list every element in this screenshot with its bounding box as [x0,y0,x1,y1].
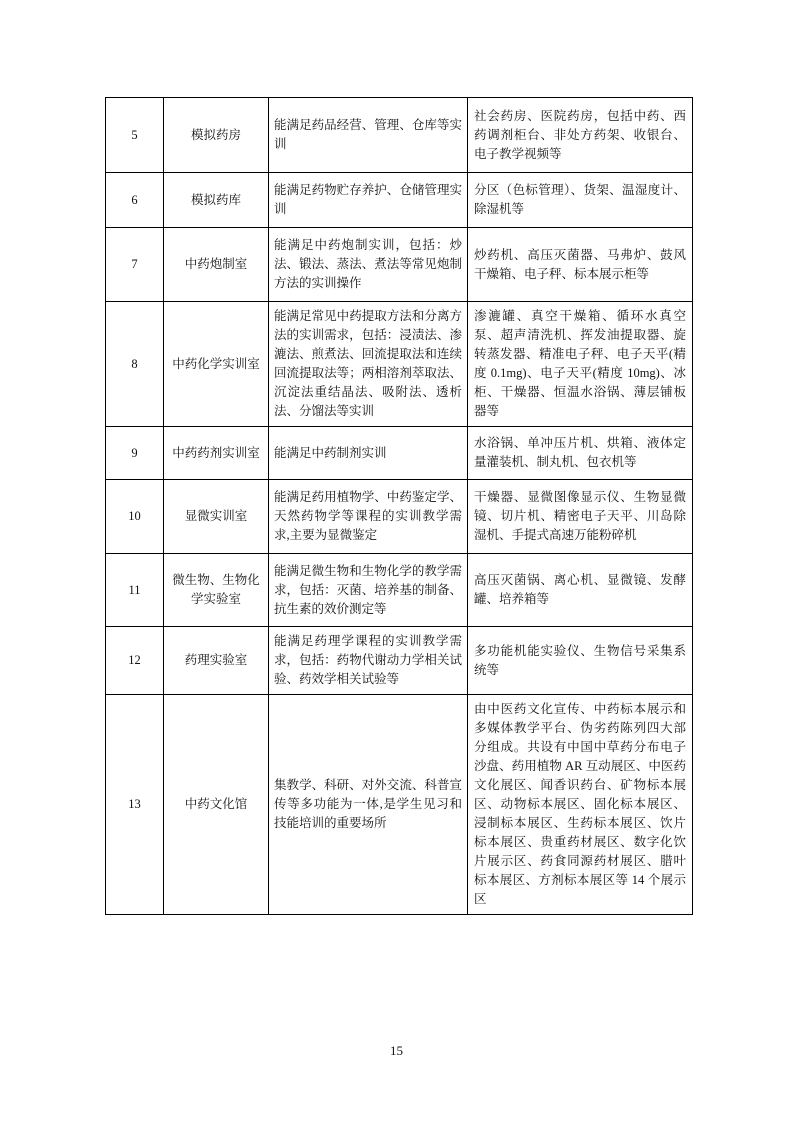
equipment-cell: 水浴锅、单冲压片机、烘箱、液体定量灌装机、制丸机、包衣机等 [468,427,693,480]
equipment-cell: 渗漉罐、真空干燥箱、循环水真空泵、超声清洗机、挥发油提取器、旋转蒸发器、精准电子秤、电子天平(精度 0.1mg)、电子天平(精度 10mg)、冰柜、干燥器、恒温水浴锅、薄层铺板器等 [468,302,693,427]
requirement-cell: 能满足药用植物学、中药鉴定学、天然药物学等课程的实训教学需求,主要为显微鉴定 [269,480,468,554]
requirement-cell: 能满足微生物和生物化学的教学需求，包括：灭菌、培养基的制备、抗生素的效价测定等 [269,554,468,627]
table-row [106,173,693,228]
equipment-cell: 分区（色标管理）、货架、温湿度计、除湿机等 [468,173,693,228]
row-number-cell: 5 [106,98,164,173]
room-name-cell: 显微实训室 [164,480,269,554]
room-name-cell: 中药文化馆 [164,695,269,915]
requirement-cell: 集教学、科研、对外交流、科普宣传等多功能为一体,是学生见习和技能培训的重要场所 [269,695,468,915]
table-row [106,302,693,427]
requirement-cell: 能满足药品经营、管理、仓库等实训 [269,98,468,173]
row-number-cell: 8 [106,302,164,427]
page-number: 15 [390,1043,403,1058]
requirement-cell: 能满足中药炮制实训，包括：炒法、锻法、蒸法、煮法等常见炮制方法的实训操作 [269,228,468,302]
room-name-cell: 药理实验室 [164,627,269,695]
row-number-cell: 13 [106,695,164,915]
row-number-cell: 11 [106,554,164,627]
requirement-cell: 能满足药理学课程的实训教学需求，包括：药物代谢动力学相关试验、药效学相关试验等 [269,627,468,695]
room-name-cell: 中药药剂实训室 [164,427,269,480]
row-number-cell: 10 [106,480,164,554]
equipment-cell: 干燥器、显微图像显示仪、生物显微镜、切片机、精密电子天平、川岛除湿机、手提式高速万能粉碎机 [468,480,693,554]
row-number-cell: 7 [106,228,164,302]
table-row [106,554,693,627]
equipment-cell: 多功能机能实验仪、生物信号采集系统等 [468,627,693,695]
row-number-cell: 12 [106,627,164,695]
table-row [106,627,693,695]
equipment-cell: 社会药房、医院药房，包括中药、西药调剂柜台、非处方药架、收银台、电子教学视频等 [468,98,693,173]
table-row [106,480,693,554]
room-name-cell: 中药化学实训室 [164,302,269,427]
row-number-cell: 6 [106,173,164,228]
requirement-cell: 能满足常见中药提取方法和分离方法的实训需求，包括：浸渍法、渗漉法、煎煮法、回流提取法和连续回流提取法等；两相溶剂萃取法、沉淀法重结晶法、吸附法、透析法、分馏法等实训 [269,302,468,427]
requirement-cell: 能满足药物贮存养护、仓储管理实训 [269,173,468,228]
requirement-cell: 能满足中药制剂实训 [269,427,468,480]
room-name-cell: 模拟药房 [164,98,269,173]
room-name-cell: 模拟药库 [164,173,269,228]
equipment-cell: 炒药机、高压灭菌器、马弗炉、鼓风干燥箱、电子秤、标本展示柜等 [468,228,693,302]
table-row [106,98,693,173]
row-number-cell: 9 [106,427,164,480]
table-row [106,427,693,480]
equipment-cell: 高压灭菌锅、离心机、显微镜、发酵罐、培养箱等 [468,554,693,627]
equipment-cell: 由中医药文化宣传、中药标本展示和多媒体教学平台、伪劣药陈列四大部分组成。共设有中国中草药分布电子沙盘、药用植物 AR 互动展区、中医药文化展区、闻香识药台、矿物标本展区、动物标本展区、固化标本展区、浸制标本展区、生药标本展区、饮片标本展区、贵重药材展区、数字化饮片展示区、药食同源药材展区、腊叶标本展区、方剂标本展区等 14 个展示区 [468,695,693,915]
facilities-table [105,97,693,915]
room-name-cell: 微生物、生物化学实验室 [164,554,269,627]
table-row [106,228,693,302]
table-row [106,695,693,915]
room-name-cell: 中药炮制室 [164,228,269,302]
